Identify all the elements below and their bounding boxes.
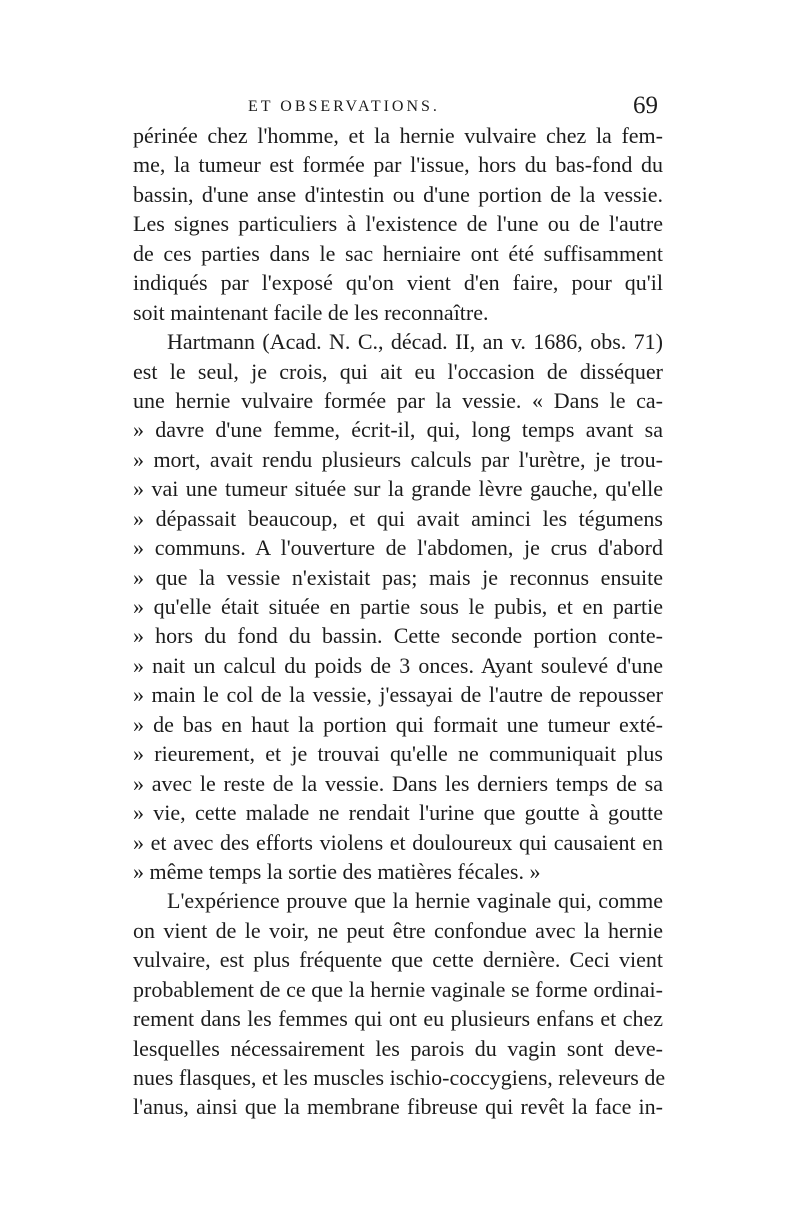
- text-line: rement dans les femmes qui ont eu plusieurs enfans et chez: [133, 1006, 663, 1032]
- text-line: » de bas en haut la portion qui formait une tumeur exté-: [133, 711, 663, 737]
- text-line: lesquelles nécessairement les parois du vagin sont deve-: [133, 1035, 663, 1061]
- text-line: est le seul, je crois, qui ait eu l'occasion de disséquer: [133, 358, 663, 384]
- page-number: 69: [633, 92, 658, 119]
- text-line: Les signes particuliers à l'existence de l'une ou de l'autre: [133, 211, 663, 237]
- text-line: » hors du fond du bassin. Cette seconde portion conte-: [133, 623, 663, 649]
- text-line: » rieurement, et je trouvai qu'elle ne communiquait plus: [133, 741, 663, 767]
- text-line: » dépassait beaucoup, et qui avait aminci les tégumens: [133, 505, 663, 531]
- text-line: l'anus, ainsi que la membrane fibreuse qui revêt la face in-: [133, 1094, 663, 1120]
- text-line: » que la vessie n'existait pas; mais je reconnus ensuite: [133, 564, 663, 590]
- text-line: de ces parties dans le sac herniaire ont été suffisamment: [133, 240, 663, 266]
- text-line: L'expérience prouve que la hernie vaginale qui, comme: [167, 888, 663, 914]
- text-line: » communs. A l'ouverture de l'abdomen, je crus d'abord: [133, 535, 663, 561]
- text-line: on vient de le voir, ne peut être confondue avec la hernie: [133, 917, 663, 943]
- text-line: » main le col de la vessie, j'essayai de l'autre de repousser: [133, 682, 663, 708]
- text-line: » et avec des efforts violens et douloureux qui causaient en: [133, 829, 663, 855]
- text-line: soit maintenant facile de les reconnaître.: [133, 299, 489, 325]
- text-line: » même temps la sortie des matières fécales. »: [133, 858, 541, 884]
- text-line: » davre d'une femme, écrit-il, qui, long temps avant sa: [133, 417, 663, 443]
- text-line: bassin, d'une anse d'intestin ou d'une portion de la vessie.: [133, 181, 663, 207]
- text-line: » vie, cette malade ne rendait l'urine que goutte à goutte: [133, 800, 663, 826]
- running-title: ET OBSERVATIONS.: [248, 98, 440, 115]
- text-line: vulvaire, est plus fréquente que cette dernière. Ceci vient: [133, 947, 663, 973]
- body-text: [133, 121, 666, 1122]
- text-line: Hartmann (Acad. N. C., décad. II, an v. 1686, obs. 71): [167, 329, 663, 355]
- page-header: [138, 92, 658, 124]
- text-line: indiqués par l'exposé qu'on vient d'en faire, pour qu'il: [133, 270, 663, 296]
- text-line: » qu'elle était située en partie sous le pubis, et en partie: [133, 594, 663, 619]
- text-line: nues flasques, et les muscles ischio-coccygiens, releveurs de: [133, 1065, 666, 1090]
- text-line: une hernie vulvaire formée par la vessie. « Dans le ca-: [133, 387, 663, 413]
- text-line: » avec le reste de la vessie. Dans les derniers temps de sa: [133, 770, 663, 796]
- text-line: » mort, avait rendu plusieurs calculs par l'urètre, je trou-: [133, 446, 663, 472]
- text-line: me, la tumeur est formée par l'issue, hors du bas-fond du: [133, 152, 663, 178]
- text-line: » nait un calcul du poids de 3 onces. Ayant soulevé d'une: [133, 652, 663, 678]
- text-line: périnée chez l'homme, et la hernie vulvaire chez la fem-: [133, 123, 663, 148]
- text-line: » vai une tumeur située sur la grande lèvre gauche, qu'elle: [133, 476, 663, 502]
- text-line: probablement de ce que la hernie vaginale se forme ordinai-: [133, 976, 663, 1002]
